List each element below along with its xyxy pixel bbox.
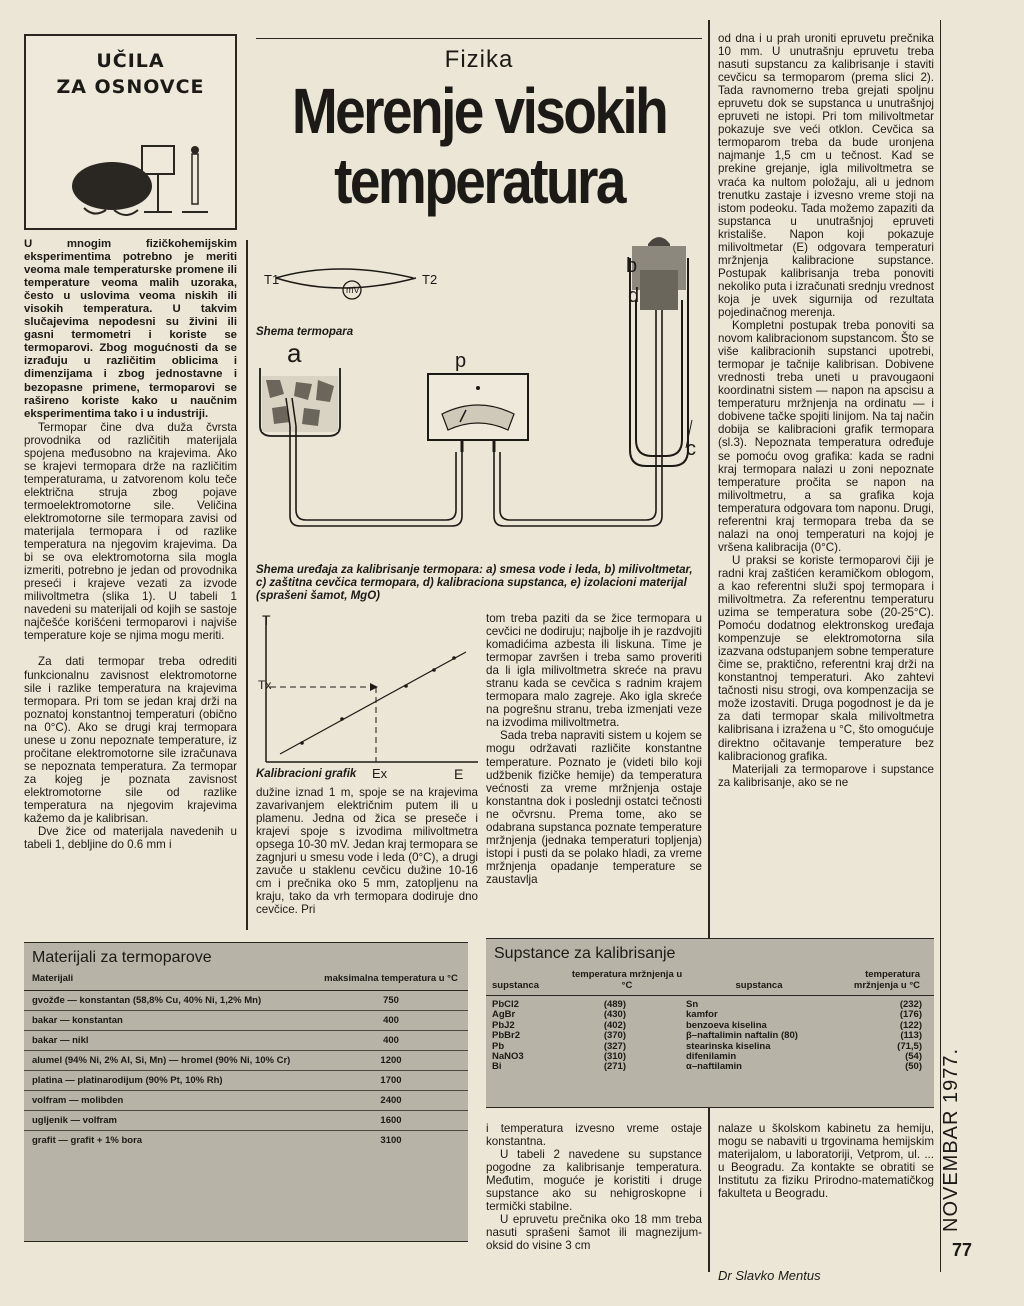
cell-maxtemp: 1600 [380,1115,402,1126]
title-line-2: temperatura [334,145,624,217]
cell-material: bakar — nikl [32,1035,89,1046]
cell-substance: PbCl2 [492,999,519,1010]
table-body [486,996,934,1077]
paragraph: U epruvetu prečnika oko 18 mm treba nasuti sprašeni šamot ili magnezijum-oksid do visine 3 cm [486,1213,702,1253]
cell-maxtemp: 400 [383,1015,399,1026]
cell-material: volfram — molibden [32,1095,124,1106]
cell-maxtemp: 1200 [380,1055,402,1066]
thermocouple-caption: Shema termopara [256,326,354,338]
cell-temp: (54) [905,1051,922,1063]
table-row [492,1031,686,1041]
table-left-half [492,1000,686,1073]
paragraph: i temperatura izvesno vreme ostaje konstantna. [486,1122,702,1149]
paragraph: Termopar čine dva duža čvrsta provodnika od različitih materijala spojena međusobno na krajevima. Ako se krajevi termopara drže na različitim temperaturama, u zatvorenom kolu teče električna struja zbog pojave termoelektromotorne sile. Veličina elektromotorne sile termopara zavisi od materijala termopara i od razlike temperatura na njegovim krajevima. Da bi se ova elektromotorna sila mogla izmeriti, potrebno je jedan od provodnika preseći i krajeve vezati za izvode milivoltmetra (slika 1). U tabeli 1 navedeni su materijali od kojih se sastoje najčešće korišćeni termoparovi i najviše temperature koje se njima mogu meriti. [24,420,237,643]
label-p: p [455,350,467,372]
table-row [24,1051,468,1071]
cell-material: grafit — grafit + 1% bora [32,1135,143,1146]
table-row [24,1131,468,1150]
table-row [24,1091,468,1111]
cell-temp: (370) [603,1030,626,1042]
column-1 [24,238,237,851]
cell-maxtemp: 1700 [380,1075,402,1086]
graph-axis-t: T [262,612,271,628]
table-row [492,1021,686,1031]
paragraph: nalaze u školskom kabinetu za hemiju, mogu se nabaviti u trgovinama hemijskim materijalom, u laboratoriji, Vetprom, ul. ... u Beogradu. Za kontakte se obratiti se Institutu za fiziku Prirodno-matematičkog fakulteta u Beogradu. [718,1122,934,1201]
cell-substance: Pb [492,1040,505,1052]
label-c: c [686,438,696,460]
thermo-t2-label: T2 [422,272,438,287]
column-5 [486,1122,702,1252]
lead-paragraph: U mnogim fizičkohemijskim eksperimentima potrebno je meriti veoma male temperaturske promene ili temperature veoma malih uzoraka, često u uslovima veoma niskih ili visokih temperatura. U takvim slučajevima nepodesni su živini ili gasni termometri i koriste se termoparovi. Zbog mogućnosti da se izrađuju u različitim oblicima i dimenzijama i zbog jednostavne i bezopasne primene, termoparovi se rašireno koriste kako u naučnim eksperimentima tako i u industriji. [24,238,237,420]
cell-substance: PbBr2 [492,1030,520,1042]
cell-temp: (271) [603,1061,626,1073]
materials-table [24,942,468,1242]
cell-substance: stearinska kiselina [686,1040,771,1052]
table-row [24,1111,468,1131]
cell-material: bakar — konstantan [32,1015,123,1026]
logo-line-1: UČILA [96,50,165,72]
graph-ex-label: Ex [372,766,388,781]
page-number: 77 [952,1240,973,1260]
cell-temp: (489) [603,999,626,1010]
cell-substance: difenilamin [686,1051,737,1063]
cell-substance: β–naftalimin naftalin (80) [686,1030,798,1042]
cell-temp: (310) [603,1051,626,1063]
table-row [492,1010,686,1020]
col-header-temp: temperatura mržnjenja u °C [853,969,920,991]
millivoltmeter-label: mV [346,285,360,295]
paragraph: tom treba paziti da se žice termopara u cevčici ne dodiruju; najbolje ih je razdvojiti komadićima azbesta ili liskuna. Time je termopar završen i treba samo proveriti da li igla milivoltmetra skreće na pravu stranu kada se cevčica s radnim krajem termopara malo zagreje. Ako igla skreće na pogrešnu stranu, treba izmenjati veze na izvodima milivoltmetra. [486,612,702,730]
col-header-temp: temperatura mržnjenja u °C [571,969,683,991]
table-row [24,1071,468,1091]
table-row [24,991,468,1011]
cell-temp: (327) [603,1040,626,1052]
table-title: Supstance za kalibrisanje [494,945,676,962]
cell-substance: PbJ2 [492,1019,515,1031]
section-label: Fizika [444,46,514,73]
calibration-substances-table [486,938,934,1108]
title-line-1: Merenje visokih [291,75,667,147]
col-header-substance: supstanca [735,980,783,991]
paragraph: Dve žice od materijala navedenih u tabeli 1, debljine do 0.6 mm i [24,825,237,852]
cell-substance: α–naftilamin [686,1061,742,1073]
paragraph: U praksi se koriste termoparovi čiji je radni kraj zaštićen keramičkom oblogom, a kao referentni služi spoj termopara i milivoltmetra. Za referentnu temperaturu uzima se temperatura sobe (20-25°C). Pomoću dodatnog elektronskog uređaja kompenzuje se elektromotorna sila izazvana odstupanjem sobne temperature čime se, praktično, referentni kraj drži na konstantnoj temperaturi. Ako zahtevi tačnosti nisu strogi, ova kompenzacija se može izostaviti. Druga pogodnost je da je za dati termopar skala milivoltmetra kalibrisana i izražena u °C, što omogućuje direktno očitavanje temperature bez kalibracionog grafika. [718,553,935,763]
cell-maxtemp: 400 [383,1035,399,1046]
label-b: b [626,255,638,277]
paragraph: Za dati termopar treba odrediti funkcionalnu zavisnost elektromotorne sile i razlike temperatura na krajevima termopara. Pri tom se jedan kraj drži na poznatoj konstantnoj temperaturi (obično na 0°C). Ako se drugi kraj termopara unese u zonu nepoznate temperature, iz pročitane elektromotorne sile izračunava se nepoznata temperatura. Za termopar za kojeg je poznata zavisnost elektromotorne sile od razlike temperatura na njegovim krajevima kažemo da je kalibrisan. [24,655,237,826]
calibration-graph [256,612,486,782]
table-row [686,1000,928,1010]
table-body [24,991,468,1150]
label-a: a [287,338,302,368]
column-3 [486,612,702,886]
table-row [24,1031,468,1051]
column-2 [256,786,478,916]
table-row [492,1052,686,1062]
table-header [24,971,468,991]
graph-axis-e: E [454,766,464,782]
logo-illustration [54,124,214,224]
table-row [492,1000,686,1010]
cell-maxtemp: 2400 [380,1095,402,1106]
cell-substance: benzoeva kiselina [686,1019,767,1031]
cell-temp: (232) [899,999,922,1010]
paragraph: Materijali za termoparove i supstance za kalibrisanje, ako se ne [718,762,934,789]
paragraph: U tabeli 2 navedene su supstance pogodne za kalibrisanje temperatura. Međutim, moguće je koristiti i druge supstance ako su nehigroskopne i termički stabilne. [486,1148,702,1214]
column-4 [718,32,934,789]
col-header-substance: supstanca [492,980,539,991]
paragraph: Sada treba napraviti sistem u kojem se mogu održavati različite konstantne temperature. Poznato je (videti bilo koji udžbenik fizičke hemije) da temperatura većnosti za vreme mržnjenja ostaje konstantna dok i poslednji ostatci tečnosti ne očvrsnu. Prema tome, ako se odabrana supstanca poznate temperature mržnjenja (jednaka temperaturi topljenja) istopi i pusti da se polako hladi, za vreme mržnjenja opadanje temperature se zaustavlja [486,729,702,886]
cell-temp: (71,5) [897,1040,922,1052]
cell-substance: AgBr [492,1009,516,1021]
paragraph: dužine iznad 1 m, spoje se na krajevima zavarivanjem električnim putem ili u plamenu. Jedna od žica se preseče i krajevi spoje s izvodima milivoltmetra opsega 10-30 mV. Jedan kraj termopara se zagnjuri u smesu vode i leda (0°C), a drugi zavuče u staklenu cevčicu dužine 10-16 cm i prečnika oko 5 mm, zatopljenu na kraju, tako da vrh termopara dodiruje dno cevčice. Pri [256,786,478,917]
cell-substance: kamfor [686,1009,718,1021]
cell-maxtemp: 3100 [380,1135,402,1146]
author-byline: Dr Slavko Mentus [718,1268,821,1283]
cell-material: platina — platinarodijum (90% Pt, 10% Rh) [32,1075,223,1086]
cell-temp: (122) [899,1019,922,1031]
cell-temp: (50) [905,1061,922,1073]
table-row [24,1011,468,1031]
header-rule [256,38,702,39]
cell-substance: Bi [492,1061,502,1073]
cell-temp: (176) [899,1009,922,1021]
cell-temp: (402) [603,1019,626,1031]
cell-temp: (430) [603,1009,626,1021]
label-d: d [628,285,640,307]
paragraph: Kompletni postupak treba ponoviti sa novom kalibracionom supstancom. Što se više kalibracionih supstanci upotrebi, termopar je tačnije kalibrisan. Dobivene vrednosti treba uneti u pravougaoni koordinatni sistem — napon na apscisu a temperaturu mržnjenja na ordinatu — i dobivene tačke spojiti linijom. Na taj način dobija se kalibracioni grafik termopara (sl.3). Nepoznata temperatura određuje se pomoću ovog grafika: kada se radni kraj termopara nalazi u zoni nepoznate temperature pročita se napon na milivoltmetru, a sa grafika koja temperatura odgovara tom naponu. Drugi, referentni kraj termopara treba da se nalazi na onoj temperaturi na kojoj je vršena kalibracija (0°C). [718,319,934,554]
cell-material: alumel (94% Ni, 2% Al, Si, Mn) — hromel (90% Ni, 10% Cr) [32,1055,291,1066]
cell-substance: Sn [686,999,699,1010]
issue-date: NOVEMBAR 1977. [940,1047,962,1232]
table-row [492,1062,686,1072]
table-right-half [686,1000,928,1073]
paragraph: od dna i u prah uroniti epruvetu prečnika 10 mm. U unutrašnju epruvetu treba nasuti supstancu za kalibrisanje i staviti cevčicu sa termoparom (prema slici 2). Tada ravnomerno treba grejati spoljnu epruvetu dok se supstanca u unutrašnjoj epruveti ne istopi. Pri tom milivoltmetar pokazuje sve veći otklon. Cevčica sa termoparom treba da bude uronjena najmanje 1,5 cm u tečnost. Kad se prekine grejanje, igla milivoltmetra se vraća ka nultom položaju, ali u jednom trenutku zastaje i izvesno vreme stoji na istom podeoku. Tada možemo zapaziti da supstanca u unutrašnjoj epruveti kristališe. Napon koji pokazuje milivoltmetar (E) odgovara temperaturi mržnjenja kalibracione supstance. Postupak kalibrisanja treba ponoviti nekoliko puta i izračunati srednju vrednost koja je uvek sigurnija od rezultata pojedinačnog merenja. [718,32,934,319]
cell-substance: NaNO3 [492,1051,524,1063]
cell-material: ugljenik — volfram [32,1115,117,1126]
article-title [287,76,671,216]
col-header-material: Materijali [32,973,74,984]
thermo-t1-label: T1 [264,272,280,287]
cell-maxtemp: 750 [383,995,399,1006]
logo-line-2: ZA OSNOVCE [56,76,205,98]
table-title: Materijali za termoparove [32,949,212,966]
graph-caption: Kalibracioni grafik [256,768,357,780]
col-header-maxtemp: maksimalna temperatura u °C [324,973,458,984]
column-6 [718,1122,934,1200]
cell-temp: (113) [900,1030,922,1042]
cell-material: gvožđe — konstantan (58,8% Cu, 40% Ni, 1,2% Mn) [32,995,262,1006]
table-header [486,967,934,996]
series-logo [24,34,237,230]
calibration-apparatus-figure [256,230,702,556]
table-row [686,1062,928,1072]
column-rule-left [246,240,248,930]
apparatus-caption: Shema uređaja za kalibrisanje termopara: a) smesa vode i leda, b) milivoltmetar, c) zaštitna cevčica termopara, d) kalibraciona supstanca, e) izolacioni materijal (sprašeni šamot, MgO) [256,564,693,602]
graph-tx-label: Tx [258,678,272,692]
